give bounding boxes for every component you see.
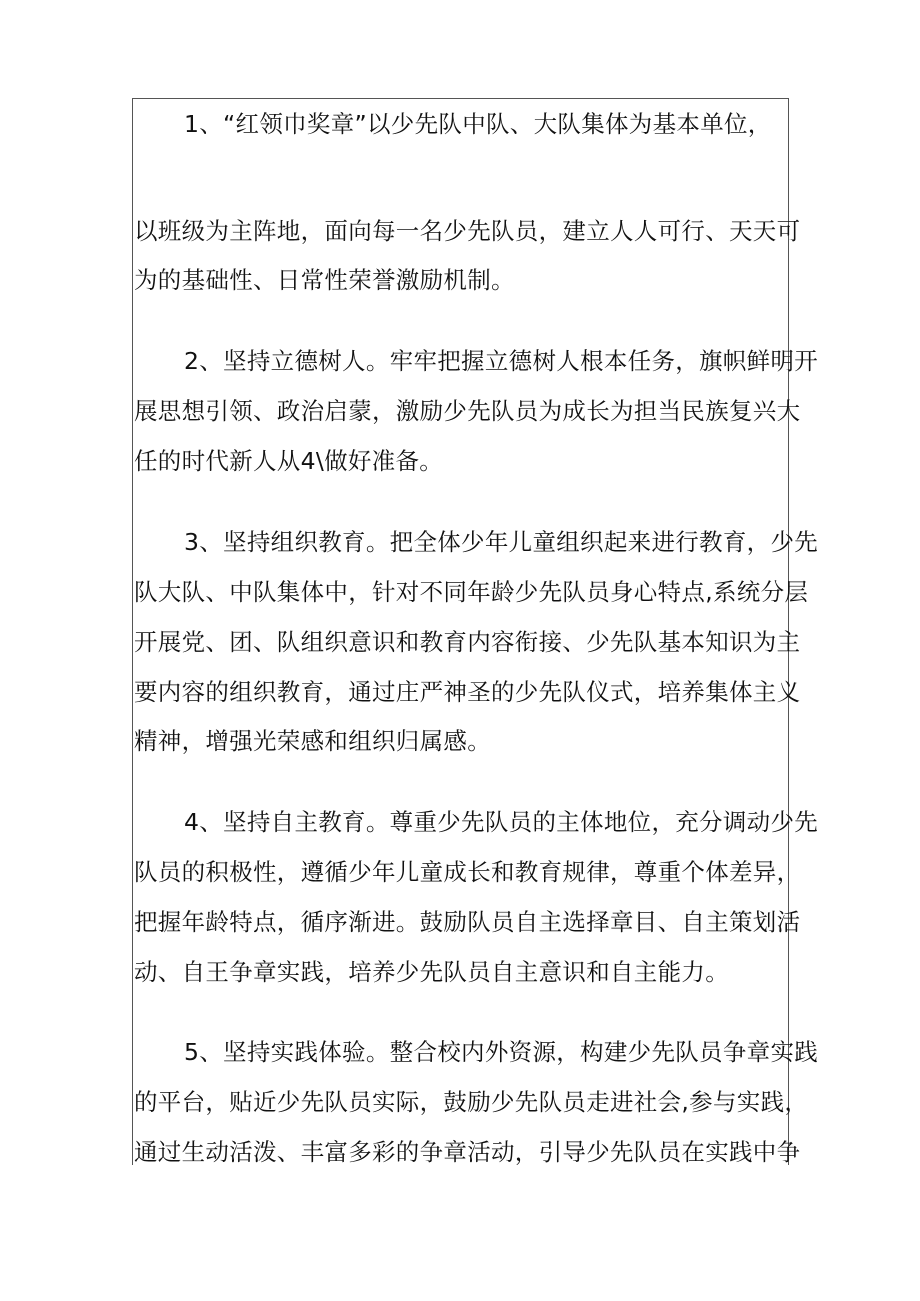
paragraph-4-line-4: 动、自王争章实践，培养少先队员自主意识和自主能力。	[134, 958, 729, 986]
paragraph-1-line-2: 以班级为主阵地，面向每一名少先队员，建立人人可行、天天可	[134, 217, 801, 245]
paragraph-3-line-4: 要内容的组织教育，通过庄严神圣的少先队仪式，培养集体主义	[134, 678, 801, 706]
paragraph-3-line-2: 队大队、中队集体中，针对不同年龄少先队员身心特点,系统分层	[134, 578, 809, 606]
paragraph-1-line-1: 1、“红领巾奖章”以少先队中队、大队集体为基本单位，	[184, 110, 772, 138]
paragraph-5-line-2: 的平台，贴近少先队员实际，鼓励少先队员走进社会,参与实践，	[134, 1088, 809, 1116]
paragraph-5-line-3: 通过生动活泼、丰富多彩的争章活动，引导少先队员在实践中争	[134, 1138, 801, 1166]
paragraph-4-line-1: 4、坚持自主教育。尊重少先队员的主体地位，充分调动少先	[184, 808, 819, 836]
paragraph-3-line-1: 3、坚持组织教育。把全体少年儿童组织起来进行教育，少先	[184, 528, 819, 556]
paragraph-4-line-2: 队员的积极性，遵循少年儿童成长和教育规律，尊重个体差异，	[134, 858, 801, 886]
paragraph-3-line-5: 精神，增强光荣感和组织归属感。	[134, 727, 491, 755]
paragraph-4-line-3: 把握年龄特点，循序渐进。鼓励队员自主选择章目、自主策划活	[134, 908, 801, 936]
paragraph-2-line-3: 任的时代新人从4\做好准备。	[134, 447, 444, 475]
paragraph-1-line-3: 为的基础性、日常性荣誉激励机制。	[134, 266, 515, 294]
paragraph-2-line-2: 展思想引领、政治启蒙，激励少先队员为成长为担当民族复兴大	[134, 397, 801, 425]
paragraph-2-line-1: 2、坚持立德树人。牢牢把握立德树人根本任务，旗帜鲜明开	[184, 347, 819, 375]
paragraph-5-line-1: 5、坚持实践体验。整合校内外资源，构建少先队员争章实践	[184, 1038, 819, 1066]
paragraph-3-line-3: 开展党、团、队组织意识和教育内容衔接、少先队基本知识为主	[134, 628, 801, 656]
